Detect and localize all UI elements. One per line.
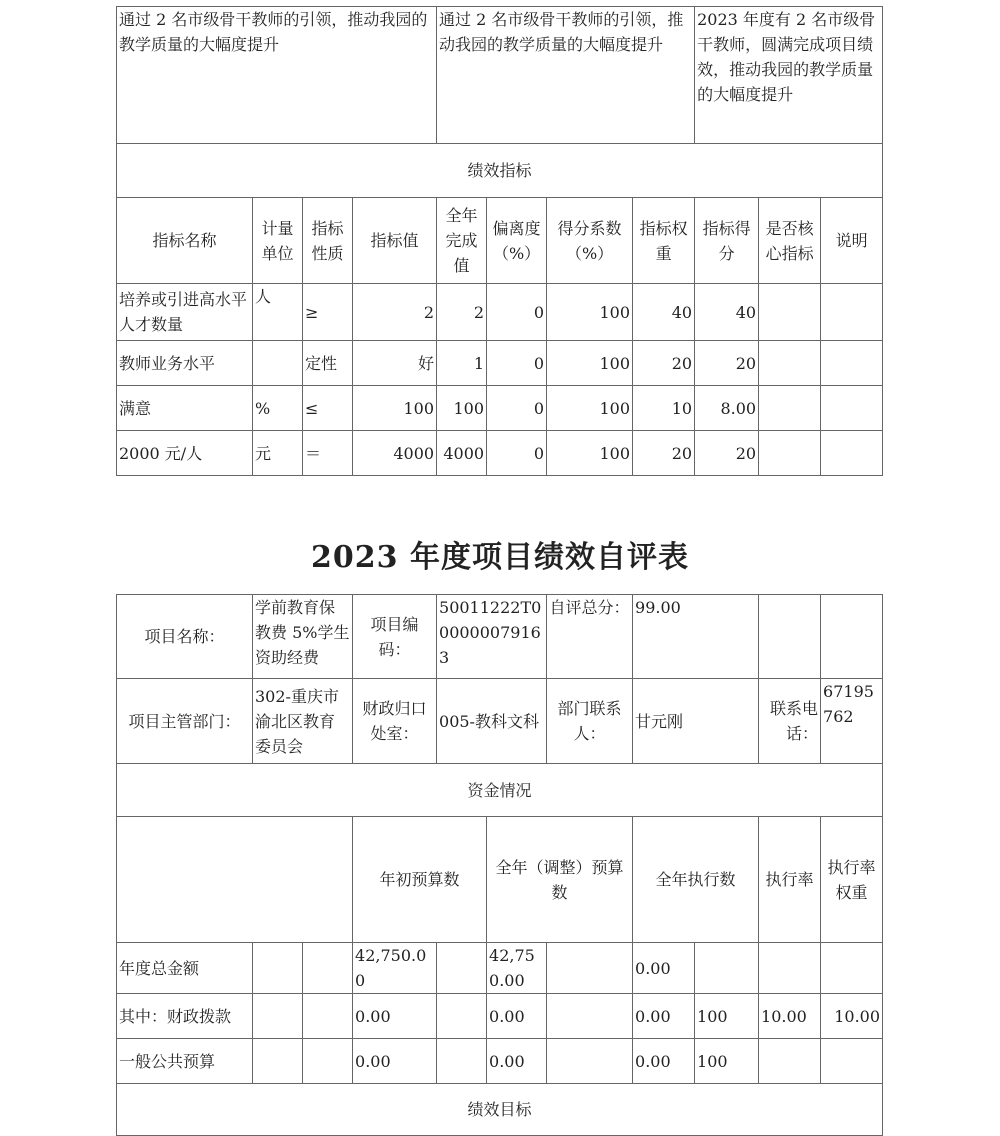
nature-cell: ≥ — [303, 284, 353, 341]
deviation-cell: 0 — [487, 341, 547, 386]
goal-cell: 2023 年度有 2 名市级骨干教师，圆满完成项目绩效，推动我园的教学质量的大幅度提升 — [695, 7, 883, 144]
column-header: 全年完成值 — [437, 198, 487, 284]
page-title: 2023 年度项目绩效自评表 — [311, 540, 689, 575]
indicator-name: 教师业务水平 — [117, 341, 253, 386]
indicator-name: 培养或引进高水平人才数量 — [117, 284, 253, 341]
column-header: 指标名称 — [117, 198, 253, 284]
empty-cell — [547, 943, 633, 994]
rate-score — [821, 943, 883, 994]
core-cell — [759, 386, 821, 431]
column-header: 计量单位 — [253, 198, 303, 284]
funds-header-row — [117, 817, 883, 943]
core-cell — [759, 341, 821, 386]
note-cell — [821, 386, 883, 431]
core-cell — [759, 284, 821, 341]
indicator-name: 2000 元/人 — [117, 431, 253, 476]
nature-cell: ≤ — [303, 386, 353, 431]
empty-cell — [253, 1039, 303, 1084]
unit-cell: 人 — [253, 284, 303, 341]
funds-label: 年度总金额 — [117, 943, 253, 994]
unit-cell — [253, 341, 303, 386]
value-cell: 100 — [353, 386, 437, 431]
phone-label: 联系电话： — [759, 679, 821, 764]
rate-weight: 10.00 — [759, 994, 821, 1039]
empty-cell — [303, 994, 353, 1039]
empty-cell — [437, 1039, 487, 1084]
weight-cell: 20 — [633, 341, 695, 386]
project-info-row — [117, 595, 883, 679]
finance-office-label: 财政归口处室： — [353, 679, 437, 764]
column-header: 全年（调整）预算数 — [487, 817, 633, 943]
score-cell: 8.00 — [695, 386, 759, 431]
goal-cell: 通过 2 名市级骨干教师的引领，推动我园的教学质量的大幅度提升 — [117, 7, 437, 144]
column-header: 得分系数（%） — [547, 198, 633, 284]
dept-value: 302-重庆市渝北区教育委员会 — [253, 679, 353, 764]
empty-cell — [253, 943, 303, 994]
column-header: 全年执行数 — [633, 817, 759, 943]
note-cell — [821, 341, 883, 386]
funds-row — [117, 994, 883, 1039]
goals-section-title: 绩效目标 — [117, 1084, 883, 1136]
coefficient-cell: 100 — [547, 431, 633, 476]
score-cell: 40 — [695, 284, 759, 341]
rate-weight — [759, 1039, 821, 1084]
weight-cell: 20 — [633, 431, 695, 476]
goal-cell: 通过 2 名市级骨干教师的引领，推动我园的教学质量的大幅度提升 — [437, 7, 695, 144]
funds-label: 一般公共预算 — [117, 1039, 253, 1084]
nature-cell: 定性 — [303, 341, 353, 386]
empty-cell — [437, 994, 487, 1039]
header-row — [117, 198, 883, 284]
initial-budget: 0.00 — [353, 1039, 437, 1084]
empty-cell — [821, 595, 883, 679]
completed-cell: 100 — [437, 386, 487, 431]
column-header: 指标性质 — [303, 198, 353, 284]
value-cell: 2 — [353, 284, 437, 341]
unit-cell: 元 — [253, 431, 303, 476]
project-name-value: 学前教育保教费 5%学生资助经费 — [253, 595, 353, 679]
self-score-label: 自评总分： — [547, 595, 633, 679]
table-row — [117, 284, 883, 341]
executed-amount: 0.00 — [633, 994, 695, 1039]
empty-cell — [759, 595, 821, 679]
column-header: 是否核心指标 — [759, 198, 821, 284]
funds-label: 其中：财政拨款 — [117, 994, 253, 1039]
self-evaluation-table — [116, 594, 883, 1136]
column-header: 执行率 — [759, 817, 821, 943]
goal-row — [117, 7, 883, 144]
column-header: 年初预算数 — [353, 817, 487, 943]
table-row — [117, 341, 883, 386]
section-title: 绩效指标 — [117, 144, 883, 198]
completed-cell: 1 — [437, 341, 487, 386]
column-header: 指标得分 — [695, 198, 759, 284]
coefficient-cell: 100 — [547, 284, 633, 341]
executed-amount: 0.00 — [633, 943, 695, 994]
empty-cell — [547, 1039, 633, 1084]
rate-score — [821, 1039, 883, 1084]
column-header: 说明 — [821, 198, 883, 284]
table-row — [117, 386, 883, 431]
execution-rate — [695, 943, 759, 994]
rate-score: 10.00 — [821, 994, 883, 1039]
deviation-cell: 0 — [487, 386, 547, 431]
adjusted-budget: 0.00 — [487, 994, 547, 1039]
initial-budget: 42,750.00 — [353, 943, 437, 994]
funds-section-title: 资金情况 — [117, 764, 883, 817]
column-header: 指标值 — [353, 198, 437, 284]
empty-cell — [117, 817, 353, 943]
contact-value: 甘元刚 — [633, 679, 759, 764]
rate-weight — [759, 943, 821, 994]
completed-cell: 4000 — [437, 431, 487, 476]
coefficient-cell: 100 — [547, 341, 633, 386]
project-code-label: 项目编码： — [353, 595, 437, 679]
empty-cell — [303, 1039, 353, 1084]
empty-cell — [253, 994, 303, 1039]
note-cell — [821, 431, 883, 476]
adjusted-budget: 42,750.00 — [487, 943, 547, 994]
unit-cell: % — [253, 386, 303, 431]
phone-value: 67195762 — [821, 679, 883, 764]
completed-cell: 2 — [437, 284, 487, 341]
column-header: 执行率权重 — [821, 817, 883, 943]
finance-office-value: 005-教科文科 — [437, 679, 547, 764]
self-score-value: 99.00 — [633, 595, 759, 679]
coefficient-cell: 100 — [547, 386, 633, 431]
deviation-cell: 0 — [487, 431, 547, 476]
contact-label: 部门联系人： — [547, 679, 633, 764]
empty-cell — [437, 943, 487, 994]
department-row — [117, 679, 883, 764]
indicator-name: 满意 — [117, 386, 253, 431]
value-cell: 4000 — [353, 431, 437, 476]
score-cell: 20 — [695, 341, 759, 386]
funds-row — [117, 1039, 883, 1084]
column-header: 偏离度（%） — [487, 198, 547, 284]
initial-budget: 0.00 — [353, 994, 437, 1039]
project-name-label: 项目名称： — [117, 595, 253, 679]
column-header: 指标权重 — [633, 198, 695, 284]
executed-amount: 0.00 — [633, 1039, 695, 1084]
weight-cell: 40 — [633, 284, 695, 341]
score-cell: 20 — [695, 431, 759, 476]
performance-indicator-table — [116, 6, 883, 476]
deviation-cell: 0 — [487, 284, 547, 341]
empty-cell — [303, 943, 353, 994]
table-row — [117, 431, 883, 476]
dept-label: 项目主管部门： — [117, 679, 253, 764]
empty-cell — [547, 994, 633, 1039]
note-cell — [821, 284, 883, 341]
execution-rate: 100 — [695, 994, 759, 1039]
value-cell: 好 — [353, 341, 437, 386]
funds-row — [117, 943, 883, 994]
execution-rate: 100 — [695, 1039, 759, 1084]
core-cell — [759, 431, 821, 476]
nature-cell: ＝ — [303, 431, 353, 476]
weight-cell: 10 — [633, 386, 695, 431]
project-code-value: 50011222T000000079163 — [437, 595, 547, 679]
adjusted-budget: 0.00 — [487, 1039, 547, 1084]
